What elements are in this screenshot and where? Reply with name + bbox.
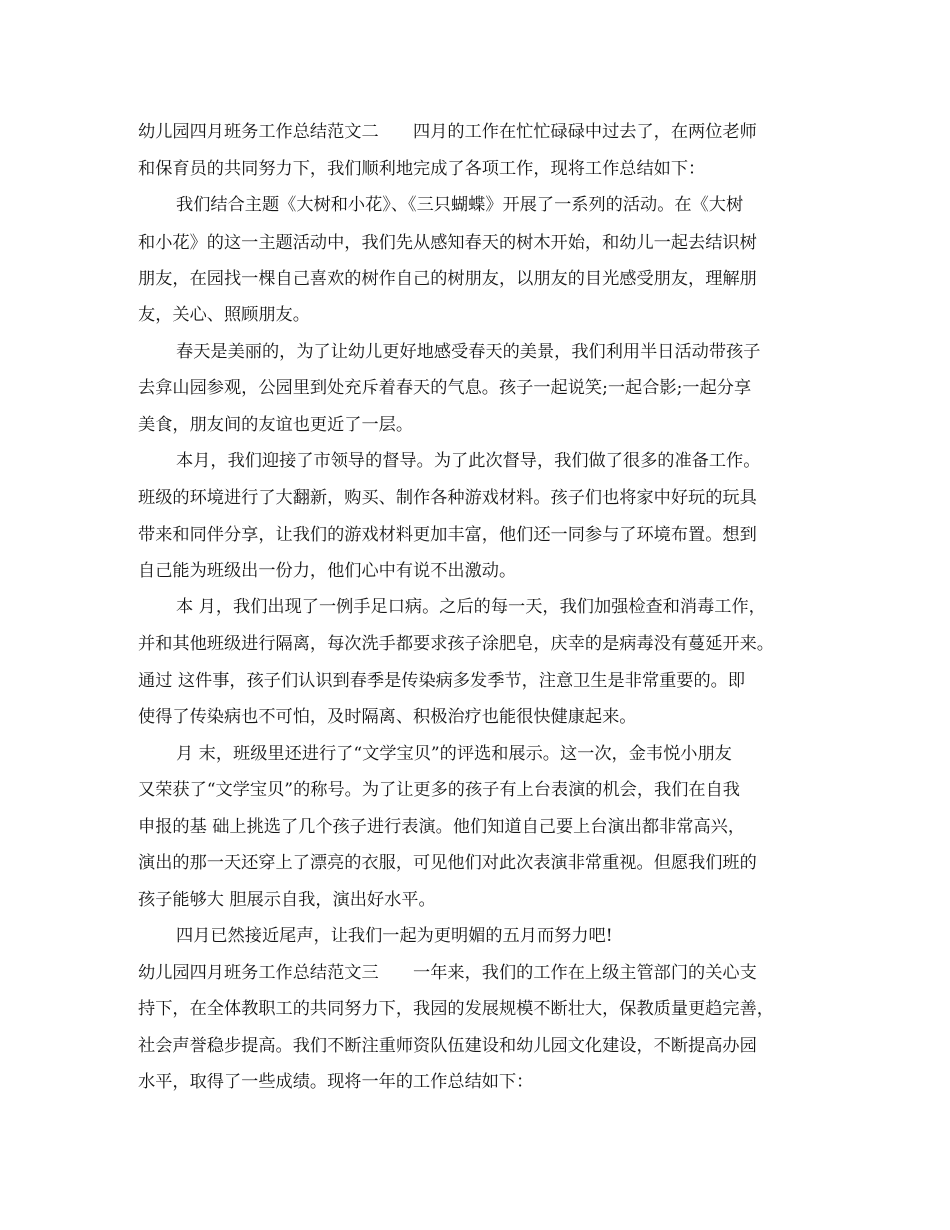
text-line: 持下，在全体教职工的共同努力下，我园的发展规模不断壮大，保教质量更趋完善，: [138, 999, 774, 1019]
text-line: 水平，取得了一些成绩。现将一年的工作总结如下：: [138, 1072, 534, 1092]
text-line: 朋友，在园找一棵自己喜欢的树作自己的树朋友，以朋友的目光感受朋友，理解朋: [138, 269, 757, 289]
text-line: 美食，朋友间的友谊也更近了一层。: [138, 415, 414, 435]
text-line: 月 末，班级里还进行了“文学宝贝”的评选和展示。这一次，金韦悦小朋友: [176, 744, 732, 764]
text-line: 和保育员的共同努力下，我们顺利地完成了各项工作，现将工作总结如下：: [138, 159, 706, 179]
text-line: 带来和同伴分享，让我们的游戏材料更加丰富，他们还一同参与了环境布置。想到: [138, 525, 757, 545]
text-line: 和小花》的这一主题活动中，我们先从感知春天的树木开始，和幼儿一起去结识树: [138, 233, 757, 253]
text-line: 孩子能够大 胆展示自我，演出好水平。: [138, 890, 436, 910]
text-line: 我们结合主题《大树和小花》、《三只蝴蝶》开展了一系列的活动。在《大树: [176, 195, 744, 215]
text-line: 本月，我们迎接了市领导的督导。为了此次督导，我们做了很多的准备工作。: [176, 451, 761, 471]
text-line: 幼儿园四月班务工作总结范文二 四月的工作在忙忙碌碌中过去了，在两位老师: [138, 122, 757, 142]
text-line: 春天是美丽的，为了让幼儿更好地感受春天的美景，我们利用半日活动带孩子: [176, 342, 761, 362]
text-line: 幼儿园四月班务工作总结范文三 一年来，我们的工作在上级主管部门的关心支: [138, 963, 757, 983]
text-line: 本 月，我们出现了一例手足口病。之后的每一天，我们加强检查和消毒工作，: [176, 597, 766, 617]
text-line: 演出的那一天还穿上了漂亮的衣服，可见他们对此次表演非常重视。但愿我们班的: [138, 853, 757, 873]
text-line: 使得了传染病也不可怕，及时隔离、积极治疗也能很快健康起来。: [138, 707, 637, 727]
text-line: 通过 这件事，孩子们认识到春季是传染病多发季节，注意卫生是非常重要的。即: [138, 671, 746, 691]
text-line: 班级的环境进行了大翻新，购买、制作各种游戏材料。孩子们也将家中好玩的玩具: [138, 488, 757, 508]
text-line: 去弇山园参观，公园里到处充斥着春天的气息。孩子一起说笑;一起合影;一起分享: [138, 378, 752, 398]
text-line: 申报的基 础上挑选了几个孩子进行表演。他们知道自己要上台演出都非常高兴，: [138, 817, 746, 837]
text-line: 自己能为班级出一份力，他们心中有说不出激动。: [138, 561, 517, 581]
text-line: 四月已然接近尾声，让我们一起为更明媚的五月而努力吧!: [176, 926, 613, 946]
text-line: 又荣获了“文学宝贝”的称号。为了让更多的孩子有上台表演的机会，我们在自我: [138, 780, 740, 800]
text-line: 并和其他班级进行隔离，每次洗手都要求孩子涂肥皂，庆幸的是病毒没有蔓延开来。: [138, 634, 774, 654]
text-line: 社会声誉稳步提高。我们不断注重师资队伍建设和幼儿园文化建设，不断提高办园: [138, 1036, 757, 1056]
text-line: 友，关心、照顾朋友。: [138, 305, 310, 325]
